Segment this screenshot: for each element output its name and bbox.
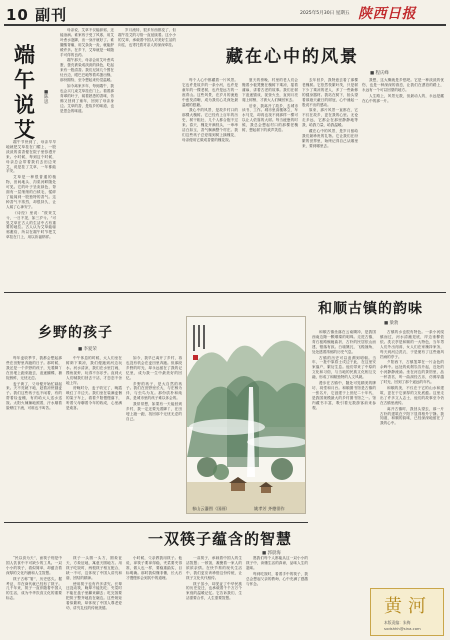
- header-rule: [4, 24, 446, 26]
- duanwu-column-1: [6, 140, 56, 288]
- scenery-column-2: [242, 78, 298, 288]
- scenery-title: 藏在心中的风景: [226, 47, 359, 67]
- duanwu-column-2: [60, 28, 114, 288]
- chopsticks-column-3: [126, 556, 182, 636]
- town-para-7: 离开古镇时，我回头望去，那一片古朴的建筑在夕阳下显得格外宁静。我知道，和顺的韵味，已经深深地留在了我的心中。: [380, 406, 444, 426]
- painting-credit: 姚孝芳 齐德翎作: [254, 506, 285, 511]
- duanwu-para-2: 艾草是一种很普通的植物，田间地头、沟渠河畔随处可见。它的叶子呈灰绿色，背面有一层细细的白绒毛，揉碎了能闻到一股独特的香气。这种香气不浓烈，却很持久，让人闻了心神安宁。: [6, 175, 56, 209]
- village-child-column-2: [66, 356, 122, 526]
- scenery-para-7: 藏在心中的风景，是岁月留给我们最珍贵的礼物。它让我们在纷繁的世界里，始终记得自己从哪里来，要到哪里去。: [302, 129, 358, 148]
- scenery-para-6: 原来，那片风景一直都在，它不仅在故乡，更在我的心里。无论走多远，它都会在那里静静地等我，给我力量，给我温暖。: [302, 108, 358, 128]
- chopsticks-para-2: 筷子古称“箸”，历史悠久。据考证，早在商代就已经有了筷子。几千年来，筷子一直伴随着中国人的生活，成为中华饮食文化的重要标志。: [6, 576, 62, 601]
- village-child-para-2: 麦子黄了，父母便开始忙碌起来。天不亮就下地，趁着凉快割麦子。我们这些孩子也不闲着，有的帮着捡麦穗，有的给大人送水送饭。太阳火辣辣地照着，汗水顺着脸颊往下流，可谁也不叫苦。: [6, 381, 62, 411]
- village-child-column-3: [126, 356, 182, 526]
- page-header: [0, 0, 450, 26]
- chopsticks-para-6: 一双筷子，承载着中国人的生活智慧；一顿饭，凝聚着一家人的浓浓亲情。在快节奏的现代生活中，我们更应该珍惜这份传统，让筷子文化代代相传。: [186, 556, 242, 580]
- duanwu-column-3: [118, 28, 176, 288]
- contact-email: sxdshhh@sina.com: [384, 626, 421, 631]
- village-child-para-1: 每年麦收季节，我都会想起那些在田野里奔跑的日子。那时候，我还是一个乡野的孩子，光着脚丫在田埂上跑来跑去，追逐蝴蝶，捕捉蚂蚱，无忧无虑。: [6, 356, 62, 380]
- duanwu-para-5: 端午那天，母亲会用艾叶煮鸡蛋，蛋壳被染成淡淡的绿色，吃起来有一股清香。我们兄妹几个围在灶台边，眼巴巴地等着鸡蛋出锅，那份期待，至今想起来仍觉温暖。: [60, 58, 114, 83]
- chopsticks-title: 一双筷子蕴含的智慧: [148, 530, 293, 548]
- chopsticks-column-1: [6, 556, 62, 636]
- town-para-3: 漫步在古镇中，随处可见精美的牌坊、祠堂和月台。和顺图书馆是古镇的一张名片，它创建于上世纪二十年代，是我国规模最大的乡村图书馆之一。馆内藏书丰富，吸引着无数游客前来参观。: [312, 381, 376, 410]
- chopsticks-para-3: 筷子一头圆一头方，圆象征天，方象征地，寓意天圆地方。用筷子吃饭时，两根筷子相互配合，缺一不可，这体现了中国人讲究和谐、团结的精神。: [66, 556, 122, 580]
- scenery-column-1: [182, 78, 238, 288]
- duanwu-title: 端午说艾: [14, 42, 35, 142]
- duanwu-para-4: 母亲说，艾草不仅能辟邪，还能治病。谁家孩子受了风寒，用艾叶煮水泡脚，出一身汗就好了。谁腰酸背痛，用艾条灸一灸，就能舒缓许多。在乡下，艾草就是一味随手可得的良药。: [60, 28, 114, 57]
- duanwu-para-6: 如今离家多年，每到端午，我也会买几束艾草挂在门上。看着那青翠的叶子，闻着熟悉的香味，仿佛又回到了童年，回到了母亲身边。艾草的香，是故乡的味道，也是思念的味道。: [60, 83, 114, 113]
- village-child-para-4: 傍晚时分，麦子收完了，晚霞映红了半边天。我们坐在装满麦捆的架子车上，看着夕阳慢慢落下，听着父母聊着今年的收成，心里满是欢喜。: [66, 386, 122, 411]
- village-child-para-6: 乡野的孩子，是大自然的孩子。我们在田野里长大，与庄稼为伴，与虫鸟为友。那份质朴和纯真，是城市里的孩子难以体会的。: [126, 381, 182, 401]
- scenery-para-5: 去年回乡，我特意去看了那棵老槐树。它依然枝繁叶茂，只是树下少了乘凉的老人，多了一些新修的健身器材。我站在树下，抬头望着那遮天蔽日的树冠，心中涌起一股说不出的感动。: [302, 78, 358, 107]
- section-rule-2: [4, 522, 308, 523]
- scenery-para-2: 我心中的风景，是故乡村口的那棵大槐树。它已经有上百年的历史，树干粗壮，几个人都合抱不过来。春天，槐花开满枝头，一串串洁白如玉，香气飘满整个村庄。我们这些孩子总爱爬到树上摘槐花，母亲便用它做成香甜的槐花饭。: [182, 108, 238, 142]
- duanwu-para-1: 端午节快到了，母亲早早地就把艾草挂在门楣上，一股淡淡的清香便在院子里弥漫开来。小时候，每到这个时候，母亲总会带着我们去田边采艾，说是挂了艾草，一年都能平安。: [6, 140, 56, 174]
- chopsticks-column-2: [66, 556, 122, 636]
- painting-caption: 春山云瀑图（国画）: [192, 506, 230, 511]
- landscape-painting: [186, 316, 306, 514]
- page-label: 10 副刊: [6, 6, 68, 24]
- town-para-1: 和顺古镇坐落在云南腾冲，是我国西南边陲一颗璀璨的明珠。走进古镇，青石板路蜿蜒曲折，古朴的民居依山而建，错落有致。白墙黛瓦，飞檐翘角，处处透着浓郁的历史气息。: [312, 330, 376, 354]
- village-child-para-3: 中午休息的时候，大人们坐在树荫下乘凉，我们便跑到河边玩水。河水清凉，我们在水里打闹，摸鱼捉虾，玩得不亦乐乎。直到大人们喊我们回去干活，才恋恋不舍地上岸。: [66, 356, 122, 385]
- town-para-2: 古镇的历史可以追溯到明朝。当年，一批中原将士戍边于此，在这里安家落户，繁衍生息。他们带来了中原的文化和习俗，与当地的民族文化相互交融，形成了和顺独特的人文风貌。: [312, 355, 376, 380]
- chopsticks-para-7: 筷子虽小，却见证了中华民族的历史变迁，也承载着千千万万个家庭的温暖记忆。它告诉我们，生活需要合作，人生需要智慧。: [186, 581, 242, 601]
- chopsticks-para-8: 愿我们每个人都能从这一双小小的筷子中，读懂生活的真谛，品味人生的滋味。: [246, 556, 308, 570]
- town-author: ■ 梁勃: [384, 321, 399, 326]
- town-title: 和顺古镇的韵味: [318, 301, 423, 317]
- duanwu-para-3: 《诗经》里说：“彼采艾兮，一日不见，如三岁兮。”可见艾草在古人的生活中占有重要的地位。古人认为艾草能驱邪避疫，所以在端午时节把艾草挂在门上，用以祈福纳祥。: [6, 210, 56, 240]
- duanwu-author: ■ 陈思: [44, 90, 49, 105]
- town-para-5: 夕阳西下，古镇笼罩在一片金色的余晖中。远处的炊烟袅袅升起，近处的小河静静流淌。坐在河边的茶馆里，品一杯香茗，听一曲洞经古乐，仿佛穿越了时光，回到了那个遥远的年代。: [380, 360, 444, 385]
- chopsticks-column-4: [186, 556, 242, 636]
- village-child-para-5: 如今，我早已离开了乡村，再也没有机会在麦田里奔跑。但那段乡野的时光，却永远留在了我的记忆里，成为我一生中最美好的回忆。: [126, 356, 182, 380]
- town-para-4: 古镇的水也很有特色。一条小河绕镇而过，河水清澈见底，岸边垂柳依依。洗衣亭是和顺的一大特色，当年男人们外出闯荡，女人们在家操持家务，每天到河边洗衣，于是便有了这些遮风挡雨的亭子。: [380, 330, 444, 359]
- chopsticks-para-4: 使用筷子也有许多讲究。长辈还没动筷，晚辈不能先吃；夹菜时不能在盘子里翻来翻去；吃完饭要把筷子整齐地放在碗边。这些规矩看似繁琐，却体现了中国人尊老爱幼、讲究礼仪的传统美德。: [66, 581, 122, 611]
- scenery-para-3: 夏天的傍晚，村里的老人们会搬着小板凳聚在槐树下乘凉，摇着蒲扇，讲着古老的故事。我们在树下追逐嬉戏，捉萤火虫，直到月亮爬上树梢，才被大人们喊回家去。: [242, 78, 298, 102]
- village-child-title: 乡野的孩子: [38, 325, 113, 341]
- chopsticks-para-1: “民以食为天”，而筷子则是中国人饮食中不可缺少的工具。一双小小的筷子，看似简单，却蕴含着深厚的文化内涵和人生智慧。: [6, 556, 62, 575]
- village-child-column-1: [6, 356, 62, 526]
- painting-artwork: [187, 317, 305, 513]
- section-rule-1: [4, 292, 446, 293]
- scenery-para-1: 每个人心中都藏着一片风景。它也许是故乡的一条小河，也许是童年的一棵老树，也许是远方的一座青山。这些风景，在岁月的流逝中愈发清晰，成为我们心灵深处最温暖的慰藉。: [182, 78, 238, 107]
- chopsticks-para-5: 小时候，父亲教我用筷子。他说，拿筷子要拿得稳，夹菜要夹得准，做人也一样，要稳重踏实，目标明确。那时我似懂非懂，长大后才慢慢体会到其中的道理。: [126, 556, 182, 580]
- town-para-6: 和顺的美，不仅在于它的山水和建筑，更在于它深厚的文化底蕴。这里走出了许多文人志士，他们的故事至今仍在古镇里流传。: [380, 385, 444, 405]
- scenery-para-8: 我想，这大概就是乡愁吧。它是一种淡淡的忧伤，也是一种深深的眷恋，让我们在漂泊的路上，永远有一个可以回望的地方。: [362, 78, 444, 92]
- scenery-column-3: [302, 78, 358, 288]
- village-child-author: ■ 李爱荣: [78, 347, 97, 352]
- scenery-para-4: 后来，我离开了故乡，去城市读书、工作。城市里高楼林立，车水马龙，却再也找不到那样一棵可以让人依靠的大树。每当疲惫的时候，我总会想起村口的那棵老槐树，想起树下的欢声笑语。: [242, 103, 298, 133]
- town-column-1: [312, 330, 376, 580]
- chopsticks-column-5: [246, 556, 308, 636]
- newspaper-masthead: 陕西日报: [358, 6, 416, 22]
- scenery-column-4: [362, 78, 444, 288]
- scenery-para-9: 人生路上，风景无数，但最动人的，永远是藏在心中的那一片。: [362, 93, 444, 103]
- village-child-para-7: 我常常想，如果有一天能回到乡村，我一定还要光着脚丫，在田埂上跑一跑，找回那个无忧无虑的自己。: [126, 402, 182, 421]
- scenery-author: ■ 程庆峰: [370, 71, 389, 76]
- town-column-2: [380, 330, 444, 582]
- chopsticks-para-9: 每到吃饭时，看着手中的筷子，我总会想起父亲的教诲，心中充满了感激与怀念。: [246, 571, 308, 586]
- chopsticks-author: ■ 郭晨海: [262, 551, 281, 556]
- duanwu-para-7: 岁月流转，很多东西都变了，但端午挂艾的习俗一直延续着。这小小的艾草，承载着中国人对美好生活的向往，也寄托着对亲人的深深牵挂。: [118, 28, 176, 47]
- page-editor: 本版责编：朱梅: [384, 620, 411, 625]
- column-logo-title: 黄河: [384, 596, 432, 617]
- issue-date: 2025年5月30日 星期五: [300, 11, 350, 16]
